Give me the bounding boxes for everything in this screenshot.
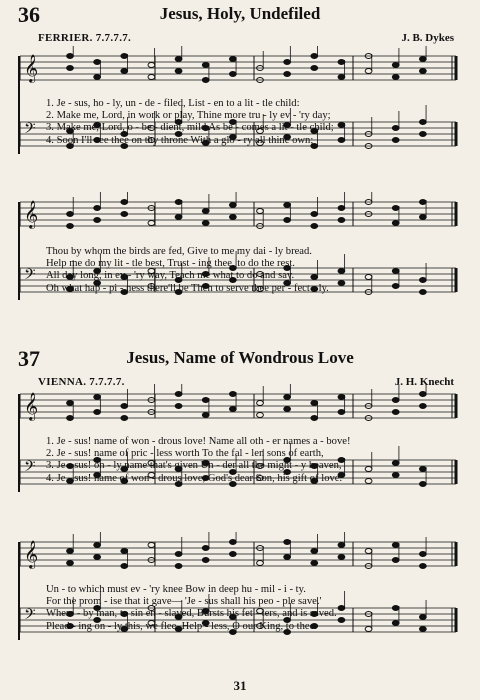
note-head: [392, 410, 399, 415]
note-head: [392, 75, 399, 80]
note-head: [94, 75, 101, 80]
note-head: [121, 404, 128, 409]
bass-clef-icon: 𝄢: [24, 120, 36, 141]
note-head: [94, 395, 101, 400]
verse-lyrics: [46, 98, 460, 147]
note-head: [175, 57, 182, 62]
note-head: [94, 555, 101, 560]
note-head: [284, 60, 291, 65]
note-head: [229, 72, 236, 77]
note-head: [121, 416, 128, 421]
note-head: [284, 72, 291, 77]
note-head: [284, 555, 291, 560]
note-head: [419, 215, 426, 220]
lyric-line: 2. Make me, Lord, in work or play, Thine more tru - ly ev - 'ry day;: [46, 110, 331, 122]
note-head: [229, 203, 236, 208]
note-head: [202, 398, 209, 403]
note-head: [94, 60, 101, 65]
note-head: [229, 552, 236, 557]
note-head: [419, 552, 426, 557]
note-head: [311, 212, 318, 217]
lyric-line: Where - by man, to sin en - slaved, Bursts his fet - ters, and is saved.: [46, 608, 337, 620]
note-head: [67, 54, 74, 59]
treble-clef-icon: 𝄞: [24, 200, 39, 228]
note-head: [338, 218, 345, 223]
lyric-line: 4. Je - sus! name of won - drous love, God's dear Son, his gift of love.: [46, 472, 343, 484]
hymn-number: 36: [18, 2, 40, 27]
note-head: [311, 224, 318, 229]
note-head: [338, 206, 345, 211]
note-head: [148, 63, 155, 68]
lyric-line: 3. Make me, Lord, o - be - dient, mild As be - comes a lit - tle child;: [46, 122, 334, 134]
note-head: [94, 410, 101, 415]
note-head: [284, 218, 291, 223]
verse-lyrics: [46, 436, 460, 485]
bass-clef-icon: 𝄢: [24, 266, 36, 287]
note-head: [311, 54, 318, 59]
note-head: [67, 66, 74, 71]
note-head: [175, 552, 182, 557]
note-head: [229, 540, 236, 545]
note-head: [175, 69, 182, 74]
note-head: [121, 549, 128, 554]
lyric-line: Plead - ing on - ly this, we flee, Help - less, O our King, to thee.: [46, 620, 317, 632]
note-head: [365, 549, 372, 554]
note-head: [94, 206, 101, 211]
note-head: [202, 209, 209, 214]
note-head: [284, 540, 291, 545]
note-head: [392, 398, 399, 403]
note-head: [419, 404, 426, 409]
note-head: [175, 404, 182, 409]
note-head: [175, 215, 182, 220]
note-head: [148, 543, 155, 548]
note-head: [392, 63, 399, 68]
composer: J. B. Dykes: [401, 32, 454, 44]
lyric-line: 3. Je - sus! on - ly name that's given Un - der all the might - y heaven,: [46, 460, 342, 472]
treble-clef-icon: 𝄞: [24, 392, 39, 420]
lyric-line: For the prom - ise that it gave— 'Je - sus shall his peo - ple save.': [46, 596, 322, 608]
note-head: [121, 212, 128, 217]
note-head: [284, 407, 291, 412]
note-head: [365, 69, 372, 74]
note-head: [175, 564, 182, 569]
note-head: [392, 558, 399, 563]
note-head: [175, 200, 182, 205]
treble-staff: [20, 384, 456, 421]
bass-clef-icon: 𝄢: [24, 606, 36, 627]
note-head: [202, 63, 209, 68]
note-head: [229, 392, 236, 397]
note-head: [67, 224, 74, 229]
note-head: [311, 416, 318, 421]
note-head: [229, 57, 236, 62]
note-head: [392, 206, 399, 211]
note-head: [338, 555, 345, 560]
note-head: [67, 212, 74, 217]
verse-lyrics: [46, 584, 460, 633]
note-head: [229, 407, 236, 412]
note-head: [392, 221, 399, 226]
note-head: [175, 392, 182, 397]
note-head: [338, 395, 345, 400]
note-head: [257, 401, 264, 406]
lyric-line: 2. Je - sus! name of pric - less worth To the fal - len sons of earth,: [46, 448, 324, 460]
note-head: [419, 564, 426, 569]
treble-clef-icon: 𝄞: [24, 54, 39, 82]
note-head: [392, 543, 399, 548]
treble-staff: [20, 532, 456, 569]
treble-clef-icon: 𝄞: [24, 540, 39, 568]
note-head: [121, 564, 128, 569]
note-head: [121, 200, 128, 205]
note-head: [202, 78, 209, 83]
hymn-title: Jesus, Holy, Undefiled: [159, 4, 321, 23]
note-head: [202, 413, 209, 418]
lyric-line: Help me do my lit - tle best, Trust - ing thee, to do the rest.: [46, 258, 295, 270]
note-head: [257, 413, 264, 418]
page-number: 31: [233, 678, 247, 693]
note-head: [311, 549, 318, 554]
lyric-line: All day long, in ev - 'ry way, Teach me what to do and say.: [46, 270, 295, 282]
note-head: [419, 392, 426, 397]
treble-staff: [20, 46, 456, 83]
note-head: [419, 69, 426, 74]
note-head: [338, 543, 345, 548]
lyric-line: 4. Soon I'll see thee on thy throne With a glo - ry all thine own;: [46, 134, 314, 146]
treble-staff: [20, 192, 456, 229]
note-head: [121, 54, 128, 59]
lyric-line: Un - to which must ev - 'ry knee Bow in deep hu - mil - i - ty.: [46, 584, 306, 595]
note-head: [338, 410, 345, 415]
note-head: [67, 416, 74, 421]
note-head: [338, 75, 345, 80]
note-head: [94, 218, 101, 223]
lyric-line: Thou by whom the birds are fed, Give to me my dai - ly bread.: [46, 246, 312, 257]
bass-clef-icon: 𝄢: [24, 458, 36, 479]
note-head: [311, 401, 318, 406]
lyric-line: 1. Je - sus! name of won - drous love! Name all oth - er names a - bove!: [46, 436, 351, 447]
note-head: [202, 546, 209, 551]
hymn-title: Jesus, Name of Wondrous Love: [126, 348, 354, 367]
note-head: [67, 401, 74, 406]
note-head: [311, 66, 318, 71]
note-head: [419, 200, 426, 205]
tune-name: VIENNA. 7.7.7.7.: [38, 376, 125, 388]
note-head: [94, 543, 101, 548]
note-head: [202, 558, 209, 563]
note-head: [257, 561, 264, 566]
note-head: [284, 203, 291, 208]
note-head: [284, 395, 291, 400]
note-head: [202, 221, 209, 226]
composer: J. H. Knecht: [394, 376, 454, 388]
note-head: [311, 561, 318, 566]
lyric-line: 1. Je - sus, ho - ly, un - de - filed, List - en to a lit - tle child:: [46, 98, 300, 109]
verse-lyrics: [46, 246, 460, 295]
hymn-number: 37: [18, 346, 40, 371]
note-head: [121, 69, 128, 74]
note-head: [338, 60, 345, 65]
note-head: [67, 549, 74, 554]
note-head: [419, 57, 426, 62]
note-head: [148, 221, 155, 226]
note-head: [148, 75, 155, 80]
note-head: [229, 215, 236, 220]
note-head: [257, 209, 264, 214]
note-head: [67, 561, 74, 566]
lyric-line: Oh what hap - pi - ness there'll be Then to serve thee per - fect - ly.: [46, 282, 329, 294]
tune-name: FERRIER. 7.7.7.7.: [38, 32, 132, 44]
